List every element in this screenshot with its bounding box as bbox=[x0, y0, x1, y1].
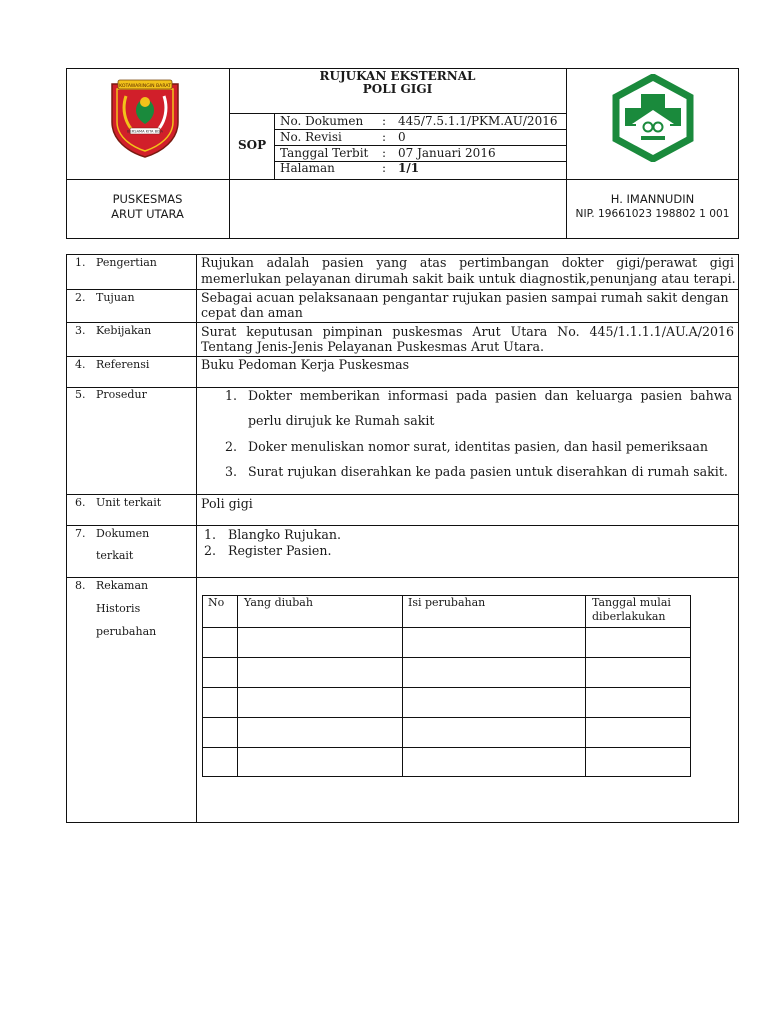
section-number: 8. bbox=[75, 579, 86, 592]
kebijakan-text: Surat keputusan pimpinan puskesmas Arut Utara No. 445/1.1.1.1/AU.A/2016 bbox=[201, 324, 734, 339]
history-header-tanggal: diberlakukan bbox=[592, 610, 666, 623]
unit-terkait-text: Poli gigi bbox=[201, 496, 253, 511]
kebijakan-text: Tentang Jenis-Jenis Pelayanan Puskesmas Arut Utara. bbox=[201, 339, 544, 354]
prosedur-step-text: Surat rujukan diserahkan ke pada pasien untuk diserahkan di rumah sakit. bbox=[248, 464, 728, 479]
puskesmas-logo bbox=[610, 74, 696, 162]
table-row bbox=[202, 687, 691, 688]
pengertian-text: Rujukan adalah pasien yang atas pertimbangan dokter gigi/perawat gigi bbox=[201, 255, 734, 270]
prosedur-step-number: 1. bbox=[225, 388, 238, 403]
regional-emblem-logo bbox=[104, 78, 186, 158]
history-header-tanggal: Tanggal mulai bbox=[592, 596, 671, 609]
prosedur-step-text: Doker menuliskan nomor surat, identitas pasien, dan hasil pemeriksaan bbox=[248, 439, 708, 454]
facility-location: ARUT UTARA bbox=[111, 207, 184, 221]
section-label-tujuan: Tujuan bbox=[96, 291, 135, 304]
section-label-unit-terkait: Unit terkait bbox=[96, 496, 162, 509]
history-header-yang-diubah: Yang diubah bbox=[244, 596, 313, 609]
meta-value-halaman: 1/1 bbox=[398, 161, 420, 175]
section-number: 7. bbox=[75, 527, 86, 540]
dokumen-item-text: Register Pasien. bbox=[228, 543, 332, 558]
table-row bbox=[202, 717, 691, 718]
meta-value-terbit: 07 Januari 2016 bbox=[398, 146, 496, 160]
facility-name: PUSKESMAS bbox=[112, 192, 183, 206]
table-row bbox=[202, 657, 691, 658]
tujuan-text: Sebagai acuan pelaksanaan pengantar rujukan pasien sampai rumah sakit dengan bbox=[201, 290, 729, 305]
meta-label-terbit: Tanggal Terbit bbox=[280, 146, 369, 160]
history-header-no: No bbox=[208, 596, 225, 609]
section-number: 3. bbox=[75, 324, 86, 337]
section-label-rekaman: Historis bbox=[96, 602, 141, 615]
meta-label-dokumen: No. Dokumen bbox=[280, 114, 364, 128]
section-label-referensi: Referensi bbox=[96, 358, 150, 371]
section-number: 4. bbox=[75, 358, 86, 371]
referensi-text: Buku Pedoman Kerja Puskesmas bbox=[201, 357, 410, 372]
section-label-pengertian: Pengertian bbox=[96, 256, 157, 269]
prosedur-step-text: perlu dirujuk ke Rumah sakit bbox=[248, 413, 435, 428]
table-row bbox=[202, 747, 691, 748]
section-label-kebijakan: Kebijakan bbox=[96, 324, 152, 337]
svg-text:BERSAMA KITA BISA: BERSAMA KITA BISA bbox=[126, 129, 164, 134]
section-label-rekaman: perubahan bbox=[96, 625, 157, 638]
dokumen-item-number: 1. bbox=[204, 527, 217, 542]
pengertian-text: memerlukan pelayanan dirumah sakit baik untuk diagnostik,penunjang atau terapi. bbox=[201, 271, 736, 286]
section-number: 6. bbox=[75, 496, 86, 509]
meta-value-dokumen: 445/7.5.1.1/PKM.AU/2016 bbox=[398, 114, 558, 128]
dokumen-item-text: Blangko Rujukan. bbox=[228, 527, 342, 542]
meta-sep: : bbox=[382, 146, 387, 160]
meta-value-revisi: 0 bbox=[398, 130, 406, 144]
section-label-dokumen: terkait bbox=[96, 549, 134, 562]
tujuan-text: cepat dan aman bbox=[201, 305, 303, 320]
meta-label-revisi: No. Revisi bbox=[280, 130, 342, 144]
signer-nip: NIP. 19661023 198802 1 001 bbox=[575, 208, 730, 220]
prosedur-step-text: Dokter memberikan informasi pada pasien dan keluarga pasien bahwa bbox=[248, 388, 732, 403]
document-title: RUJUKAN EKSTERNAL bbox=[319, 69, 476, 83]
dokumen-item-number: 2. bbox=[204, 543, 217, 558]
sop-label: SOP bbox=[238, 138, 267, 152]
meta-sep: : bbox=[382, 161, 387, 175]
prosedur-step-number: 2. bbox=[225, 439, 238, 454]
section-label-rekaman: Rekaman bbox=[96, 579, 149, 592]
meta-sep: : bbox=[382, 130, 387, 144]
table-row bbox=[202, 627, 691, 628]
section-label-prosedur: Prosedur bbox=[96, 388, 147, 401]
history-header-isi-perubahan: Isi perubahan bbox=[408, 596, 486, 609]
document-subtitle: POLI GIGI bbox=[362, 82, 433, 96]
section-number: 2. bbox=[75, 291, 86, 304]
meta-sep: : bbox=[382, 114, 387, 128]
signer-name: H. IMANNUDIN bbox=[610, 192, 695, 206]
prosedur-step-number: 3. bbox=[225, 464, 238, 479]
section-label-dokumen: Dokumen bbox=[96, 527, 150, 540]
section-number: 1. bbox=[75, 256, 86, 269]
section-number: 5. bbox=[75, 388, 86, 401]
meta-label-halaman: Halaman bbox=[280, 161, 335, 175]
svg-text:KOTAWARINGIN BARAT: KOTAWARINGIN BARAT bbox=[119, 84, 171, 89]
